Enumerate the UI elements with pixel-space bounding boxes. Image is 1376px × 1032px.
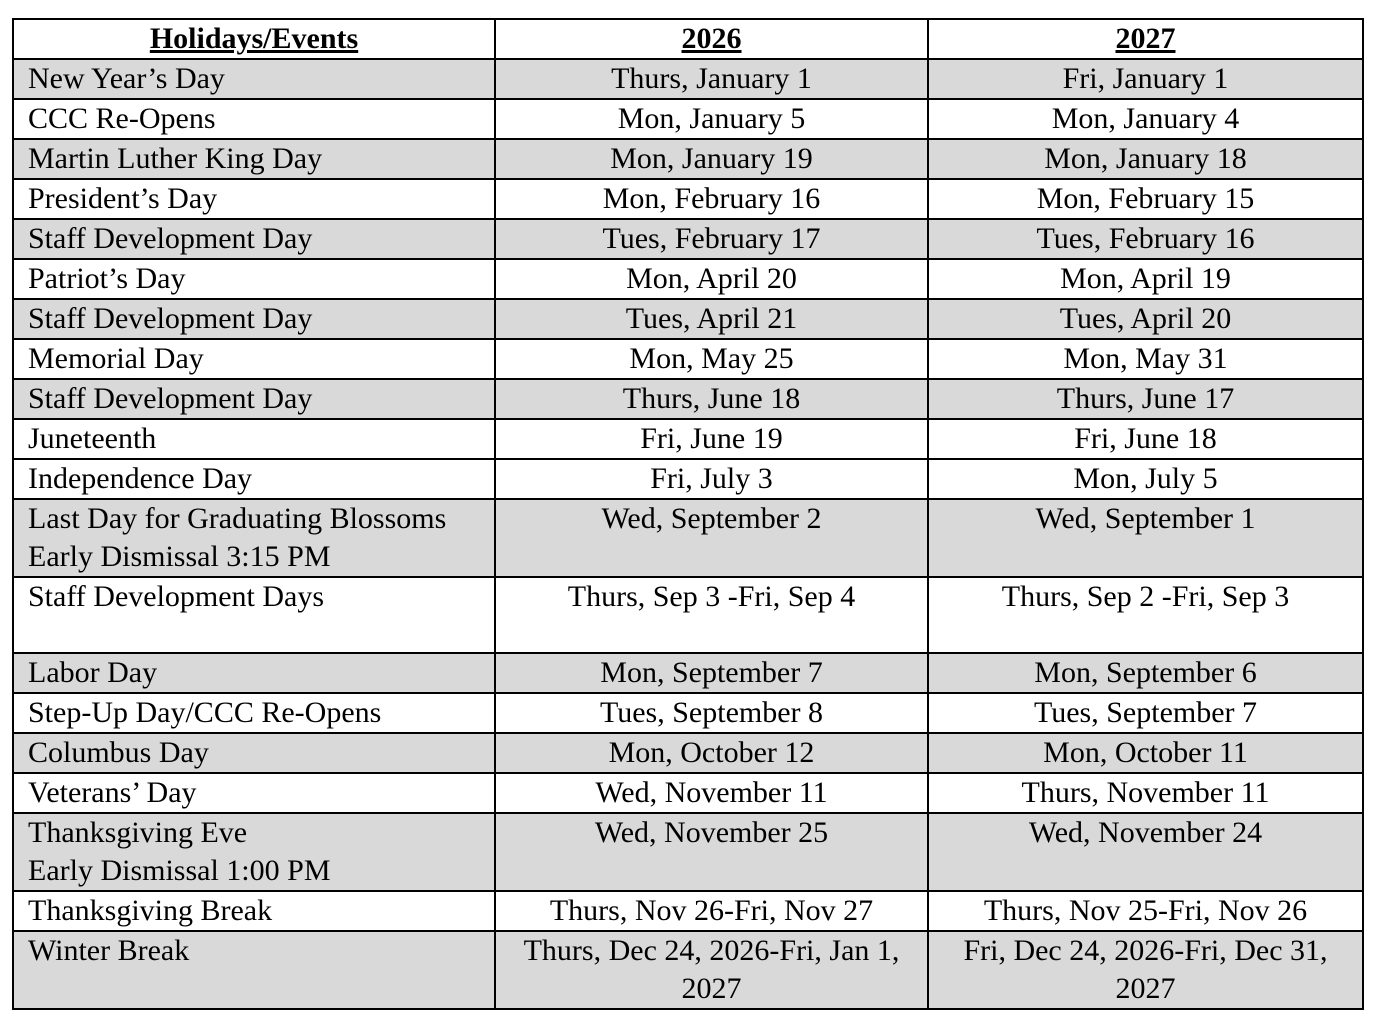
event-name-line: Early Dismissal 1:00 PM <box>28 854 331 887</box>
date-2027-cell: Thurs, June 17 <box>928 379 1363 419</box>
table-row <box>13 813 1363 891</box>
table-row <box>13 379 1363 419</box>
event-name-line: Last Day for Graduating Blossoms <box>28 502 447 535</box>
date-2027-cell: Fri, June 18 <box>928 419 1363 459</box>
event-name-line: President’s Day <box>28 182 218 215</box>
event-name-cell <box>13 179 495 219</box>
event-name-line: Winter Break <box>28 934 190 967</box>
date-2026-cell: Thurs, Dec 24, 2026-Fri, Jan 1, 2027 <box>495 931 928 1009</box>
date-2026-cell: Mon, January 19 <box>495 139 928 179</box>
date-2027-cell: Mon, April 19 <box>928 259 1363 299</box>
table-row <box>13 219 1363 259</box>
event-name-line: Independence Day <box>28 462 253 495</box>
table-row <box>13 99 1363 139</box>
event-name-line: New Year’s Day <box>28 62 225 95</box>
event-name-line: Labor Day <box>28 656 158 689</box>
event-name-cell <box>13 693 495 733</box>
date-2026-cell: Tues, April 21 <box>495 299 928 339</box>
table-row <box>13 499 1363 577</box>
table-row <box>13 693 1363 733</box>
date-2027-cell: Thurs, Nov 25-Fri, Nov 26 <box>928 891 1363 931</box>
event-name-line: Martin Luther King Day <box>28 142 323 175</box>
event-name-cell <box>13 419 495 459</box>
event-name-cell <box>13 653 495 693</box>
table-row <box>13 459 1363 499</box>
table-row <box>13 139 1363 179</box>
event-name-line: Staff Development Day <box>28 222 313 255</box>
table-row <box>13 773 1363 813</box>
event-name-cell <box>13 577 495 653</box>
event-name-cell <box>13 219 495 259</box>
date-2027-cell: Mon, January 18 <box>928 139 1363 179</box>
event-name-cell <box>13 931 495 1009</box>
holiday-calendar-table <box>12 18 1364 1010</box>
date-2026-cell: Wed, November 11 <box>495 773 928 813</box>
date-2026-cell: Wed, September 2 <box>495 499 928 577</box>
header-year-2026: 2026 <box>495 19 928 59</box>
date-2027-cell: Tues, September 7 <box>928 693 1363 733</box>
header-row <box>13 19 1363 59</box>
date-2027-cell: Mon, January 4 <box>928 99 1363 139</box>
event-name-cell <box>13 733 495 773</box>
event-name-cell <box>13 139 495 179</box>
table-row <box>13 179 1363 219</box>
header-year-2027: 2027 <box>928 19 1363 59</box>
date-2027-cell: Tues, April 20 <box>928 299 1363 339</box>
date-2026-cell: Thurs, Nov 26-Fri, Nov 27 <box>495 891 928 931</box>
event-name-cell <box>13 813 495 891</box>
date-2027-cell: Wed, September 1 <box>928 499 1363 577</box>
table-row <box>13 419 1363 459</box>
event-name-line: Memorial Day <box>28 342 204 375</box>
event-name-cell <box>13 99 495 139</box>
date-2026-cell: Thurs, Sep 3 -Fri, Sep 4 <box>495 577 928 653</box>
event-name-cell <box>13 499 495 577</box>
event-name-line: Staff Development Day <box>28 382 313 415</box>
event-name-cell <box>13 259 495 299</box>
table-row <box>13 733 1363 773</box>
event-name-line: CCC Re-Opens <box>28 102 216 135</box>
event-name-line: Veterans’ Day <box>28 776 197 809</box>
event-name-line: Thanksgiving Break <box>28 894 273 927</box>
event-name-line: Staff Development Day <box>28 302 313 335</box>
date-2027-cell: Fri, Dec 24, 2026-Fri, Dec 31, 2027 <box>928 931 1363 1009</box>
date-2026-cell: Fri, July 3 <box>495 459 928 499</box>
date-2026-cell: Mon, September 7 <box>495 653 928 693</box>
table-row <box>13 299 1363 339</box>
date-2026-cell: Mon, May 25 <box>495 339 928 379</box>
date-2026-cell: Tues, September 8 <box>495 693 928 733</box>
event-name-cell <box>13 891 495 931</box>
date-2027-cell: Mon, February 15 <box>928 179 1363 219</box>
event-name-line: Step-Up Day/CCC Re-Opens <box>28 696 382 729</box>
date-2027-cell: Tues, February 16 <box>928 219 1363 259</box>
event-name-line: Early Dismissal 3:15 PM <box>28 540 331 573</box>
event-name-line: Columbus Day <box>28 736 209 769</box>
date-2026-cell: Tues, February 17 <box>495 219 928 259</box>
date-2027-cell: Thurs, Sep 2 -Fri, Sep 3 <box>928 577 1363 653</box>
event-name-cell <box>13 299 495 339</box>
event-name-line: Juneteenth <box>28 422 157 455</box>
table-row <box>13 891 1363 931</box>
event-name-line: Thanksgiving Eve <box>28 816 248 849</box>
event-name-cell <box>13 59 495 99</box>
date-2026-cell: Fri, June 19 <box>495 419 928 459</box>
date-2027-cell: Fri, January 1 <box>928 59 1363 99</box>
table-row <box>13 339 1363 379</box>
date-2026-cell: Mon, April 20 <box>495 259 928 299</box>
date-2027-cell: Mon, October 11 <box>928 733 1363 773</box>
event-name-cell <box>13 339 495 379</box>
date-2027-cell: Mon, September 6 <box>928 653 1363 693</box>
table-row <box>13 577 1363 653</box>
event-name-cell <box>13 459 495 499</box>
calendar-body <box>13 59 1363 1009</box>
table-row <box>13 931 1363 1009</box>
event-name-line: Patriot’s Day <box>28 262 186 295</box>
date-2027-cell: Wed, November 24 <box>928 813 1363 891</box>
event-name-line: Staff Development Days <box>28 580 325 613</box>
table-row <box>13 259 1363 299</box>
date-2026-cell: Wed, November 25 <box>495 813 928 891</box>
date-2026-cell: Mon, January 5 <box>495 99 928 139</box>
event-name-cell <box>13 773 495 813</box>
date-2026-cell: Thurs, June 18 <box>495 379 928 419</box>
table-row <box>13 653 1363 693</box>
date-2026-cell: Mon, October 12 <box>495 733 928 773</box>
header-holidays-events: Holidays/Events <box>13 19 495 59</box>
date-2026-cell: Thurs, January 1 <box>495 59 928 99</box>
table-row <box>13 59 1363 99</box>
date-2027-cell: Thurs, November 11 <box>928 773 1363 813</box>
date-2027-cell: Mon, May 31 <box>928 339 1363 379</box>
date-2027-cell: Mon, July 5 <box>928 459 1363 499</box>
event-name-cell <box>13 379 495 419</box>
date-2026-cell: Mon, February 16 <box>495 179 928 219</box>
